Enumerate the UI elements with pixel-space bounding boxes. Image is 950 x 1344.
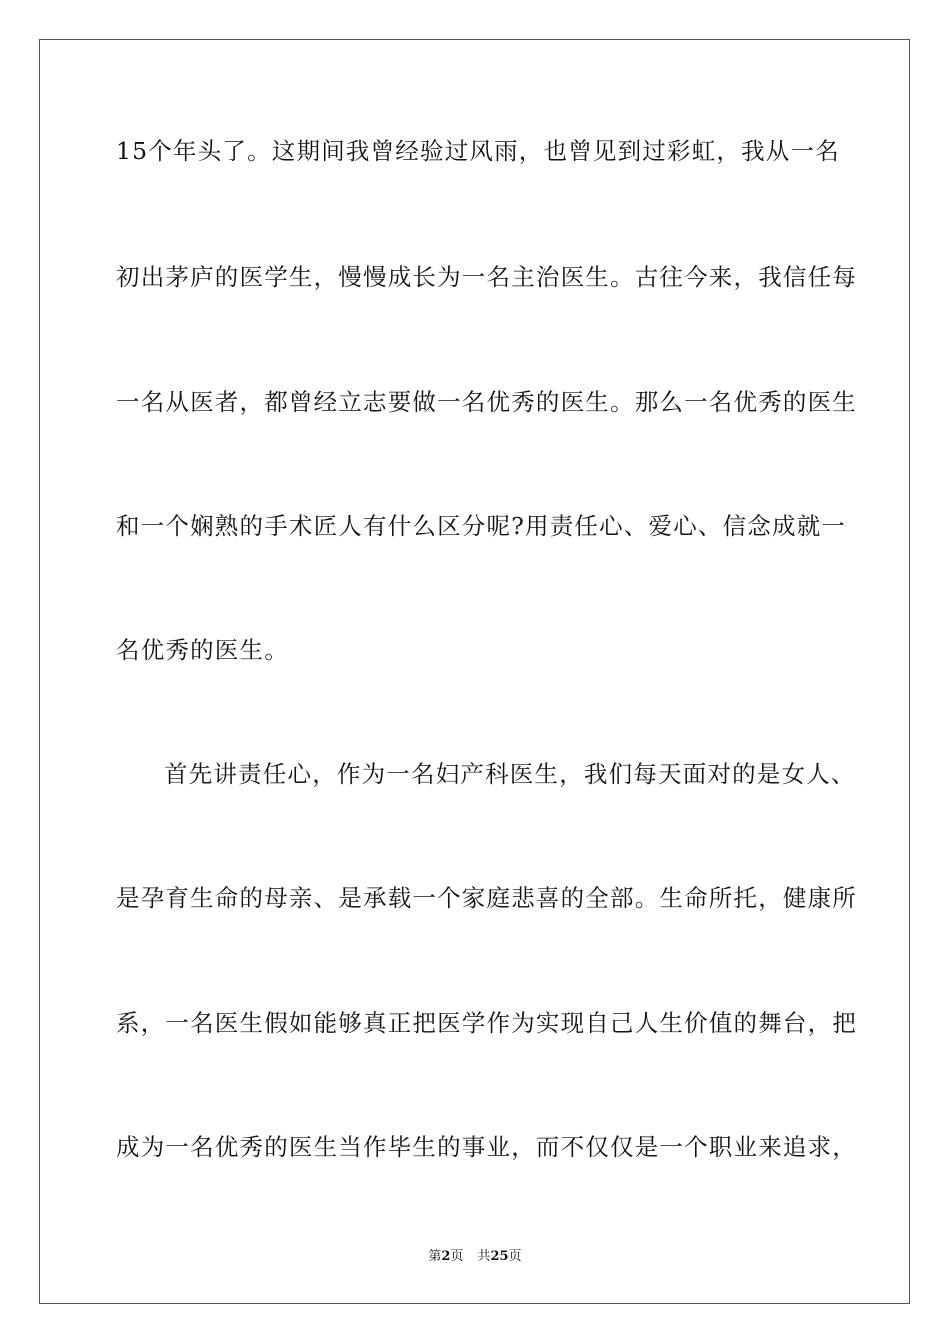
text-line-2: 初出茅庐的医学生，慢慢成长为一名主治医生。古往今来，我信任每: [116, 263, 857, 291]
footer-page-suffix: 页: [450, 1249, 464, 1264]
text-line-4: 和一个娴熟的手术匠人有什么区分呢?用责任心、爱心、信念成就一: [116, 512, 847, 540]
text-line-1: 15个年头了。这期间我曾经验过风雨，也曾见到过彩虹，我从一名: [116, 137, 840, 165]
footer-total-suffix: 页: [508, 1249, 522, 1264]
footer-page-current: 2: [441, 1249, 451, 1264]
page-footer: [0, 1248, 950, 1266]
text-line-3: 一名从医者，都曾经立志要做一名优秀的医生。那么一名优秀的医生: [116, 388, 857, 416]
text-line-5: 名优秀的医生。: [116, 636, 289, 664]
text-line-8: 系，一名医生假如能够真正把医学作为实现自己人生价值的舞台，把: [116, 1009, 857, 1037]
footer-page-prefix: 第: [428, 1249, 442, 1264]
paragraph-indented-line: 首先讲责任心，作为一名妇产科医生，我们每天面对的是女人、: [164, 760, 856, 788]
text-line-7: 是孕育生命的母亲、是承载一个家庭悲喜的全部。生命所托，健康所: [116, 884, 857, 912]
footer-total-prefix: 共: [477, 1249, 491, 1264]
footer-page-total: 25: [490, 1249, 509, 1264]
page-border: [39, 39, 910, 1304]
text-line-9: 成为一名优秀的医生当作毕生的事业，而不仅仅是一个职业来追求，: [116, 1133, 857, 1161]
